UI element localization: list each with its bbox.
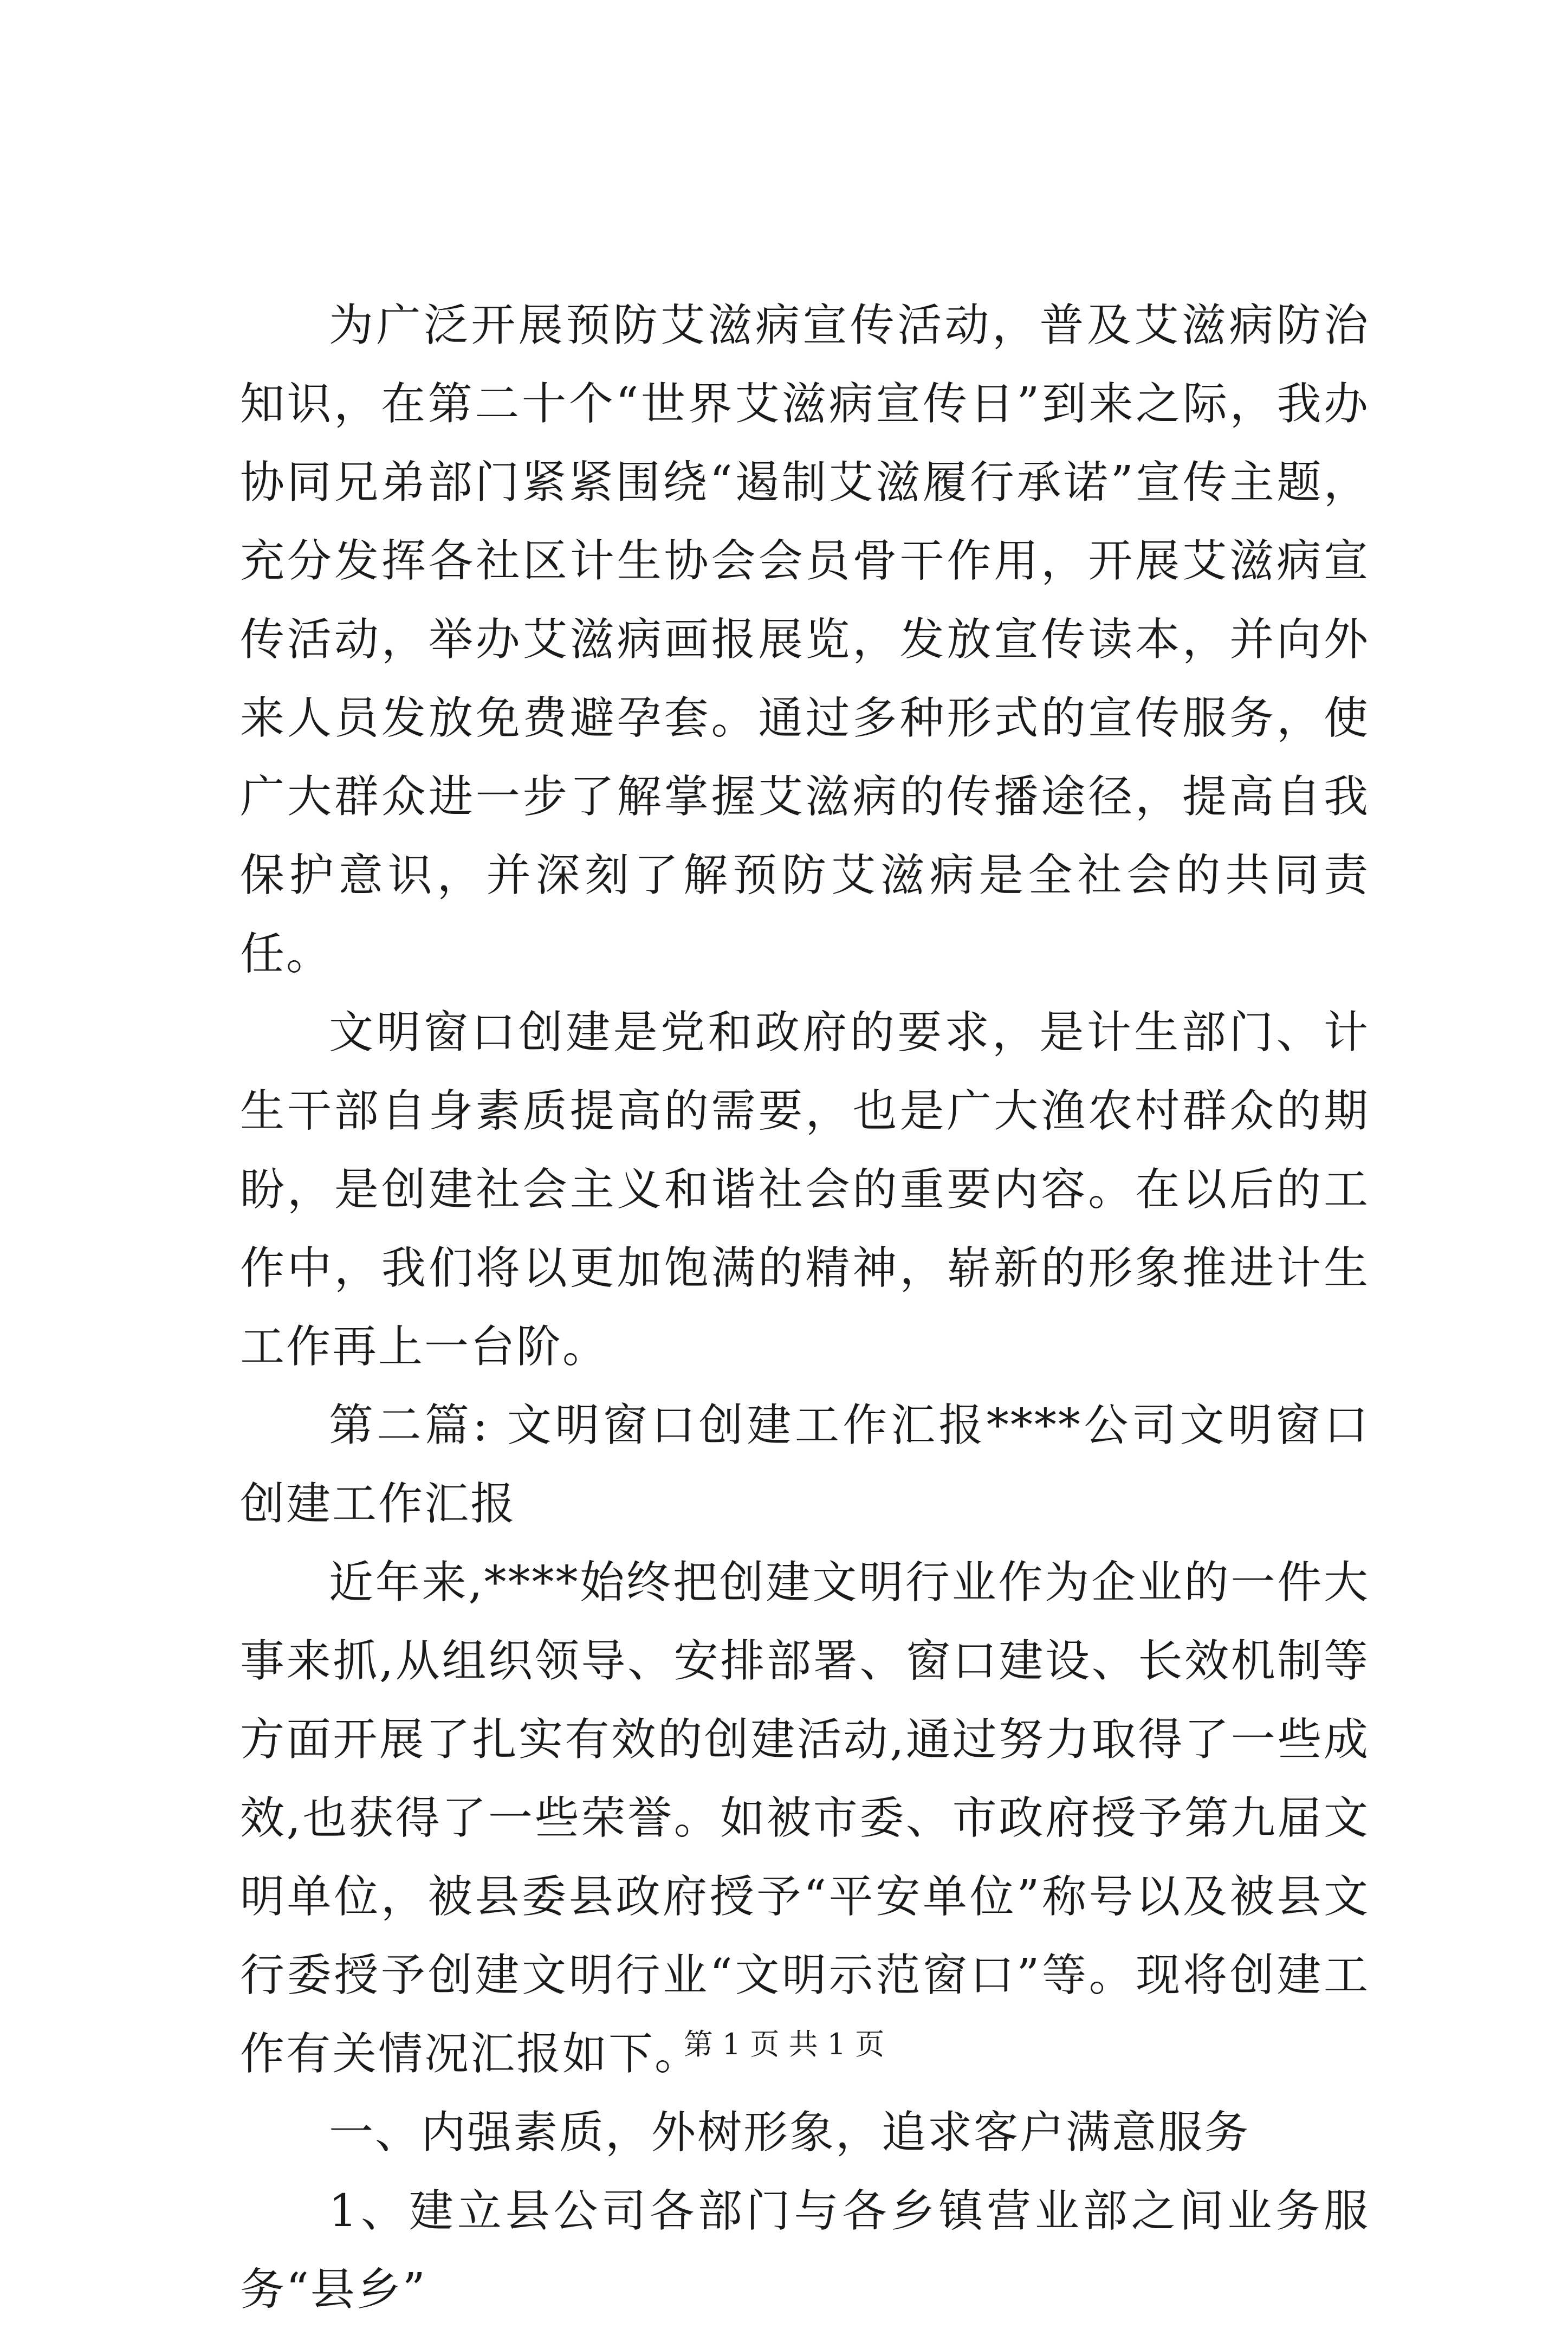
list-item-1: 1、建立县公司各部门与各乡镇营业部之间业务服务“县乡” [240, 2185, 1370, 2315]
section-heading-part-two: 第二篇: 文明窗口创建工作汇报****公司文明窗口创建工作汇报 [240, 1400, 1370, 1530]
paragraph-civilized-window: 文明窗口创建是党和政府的要求，是计生部门、计生干部自身素质提高的需要，也是广大渔农村群众的期盼，是创建社会主义和谐社会的重要内容。在以后的工作中，我们将以更加饱满的精神，崭新的形象推进计生工作再上一台阶。 [240, 1007, 1370, 1373]
paragraph-recent-years: 近年来,****始终把创建文明行业作为企业的一件大事来抓,从组织领导、安排部署、窗口建设、长效机制等方面开展了扎实有效的创建活动,通过努力取得了一些成效,也获得了一些荣誉。如被市委、市政府授予第九届文明单位，被县委县政府授予“平安单位”称号以及被县文行委授予创建文明行业“文明示范窗口”等。现将创建工作有关情况汇报如下。 [240, 1557, 1370, 2080]
subheading-one: 一、内强素质，外树形象，追求客户满意服务 [329, 2107, 1250, 2158]
paragraph-aids-campaign: 为广泛开展预防艾滋病宣传活动，普及艾滋病防治知识，在第二十个“世界艾滋病宣传日”到来之际，我办协同兄弟部门紧紧围绕“遏制艾滋履行承诺”宣传主题，充分发挥各社区计生协会会员骨干作用，开展艾滋病宣传活动，举办艾滋病画报展览，发放宣传读本，并向外来人员发放免费避孕套。通过多种形式的宣传服务，使广大群众进一步了解掌握艾滋病的传播途径，提高自我保护意识，并深刻了解预防艾滋病是全社会的共同责任。 [240, 300, 1370, 980]
document-body [240, 286, 1370, 2329]
page-footer: 第 1 页 共 1 页 [683, 2027, 885, 2061]
